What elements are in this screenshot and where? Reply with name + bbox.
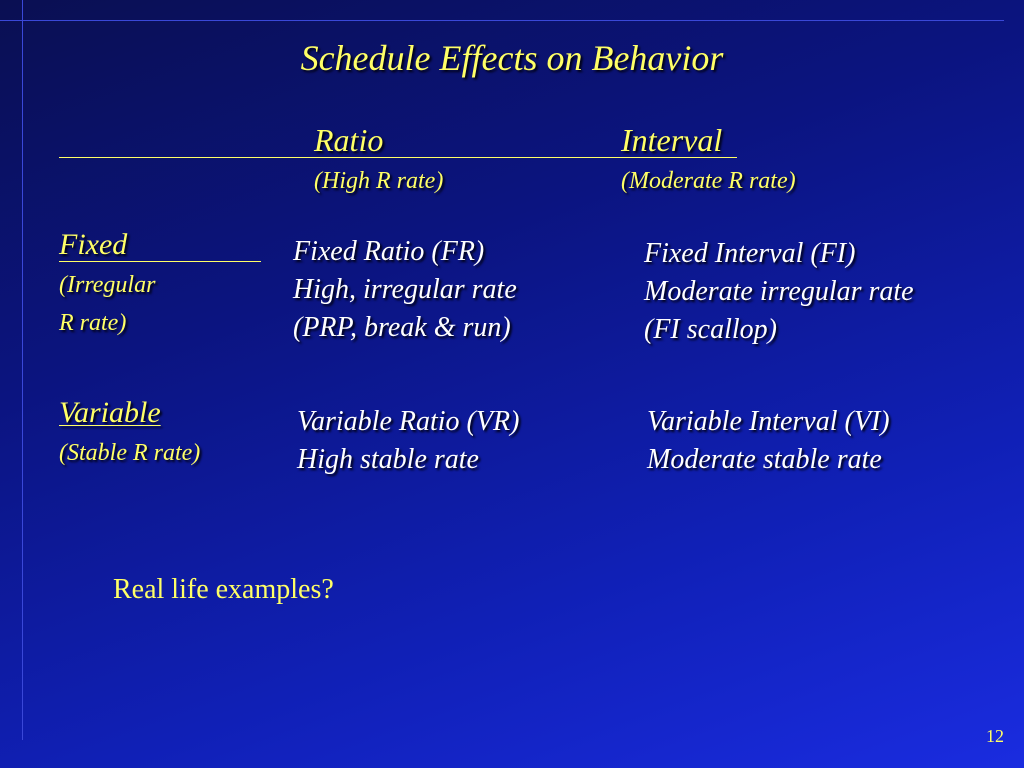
cell-fixed-interval-line3: (FI scallop) [644,314,777,345]
cell-variable-interval-line2: Moderate stable rate [647,444,882,475]
cell-fixed-interval [644,235,914,349]
row-header-variable: Variable [59,396,161,429]
cell-fixed-interval-line2: Moderate irregular rate [644,276,914,307]
cell-fixed-ratio [293,233,517,347]
left-rule [22,0,23,740]
cell-fixed-interval-line1: Fixed Interval (FI) [644,238,856,269]
cell-fixed-ratio-line3: (PRP, break & run) [293,312,511,343]
column-header-ratio: Ratio [314,122,384,158]
page-number: 12 [986,726,1004,746]
top-rule [0,20,1004,21]
slide-title: Schedule Effects on Behavior [300,38,724,78]
cell-variable-ratio-line2: High stable rate [297,444,479,475]
cell-fixed-ratio-line2: High, irregular rate [293,274,517,305]
cell-variable-interval-line1: Variable Interval (VI) [647,406,890,437]
row-subheader-fixed-line1: (Irregular [59,272,156,298]
row-subheader-variable: (Stable R rate) [59,440,201,466]
discussion-question: Real life examples? [113,574,334,605]
cell-variable-ratio [297,403,519,479]
cell-fixed-ratio-line1: Fixed Ratio (FR) [293,236,485,267]
column-subheader-ratio: (High R rate) [314,168,444,194]
row-header-fixed: Fixed [59,228,128,261]
cell-variable-ratio-line1: Variable Ratio (VR) [297,406,520,437]
column-subheader-interval: (Moderate R rate) [621,168,796,194]
cell-variable-interval [647,403,890,479]
column-header-interval: Interval [621,122,723,158]
row-subheader-fixed-line2: R rate) [59,310,127,336]
